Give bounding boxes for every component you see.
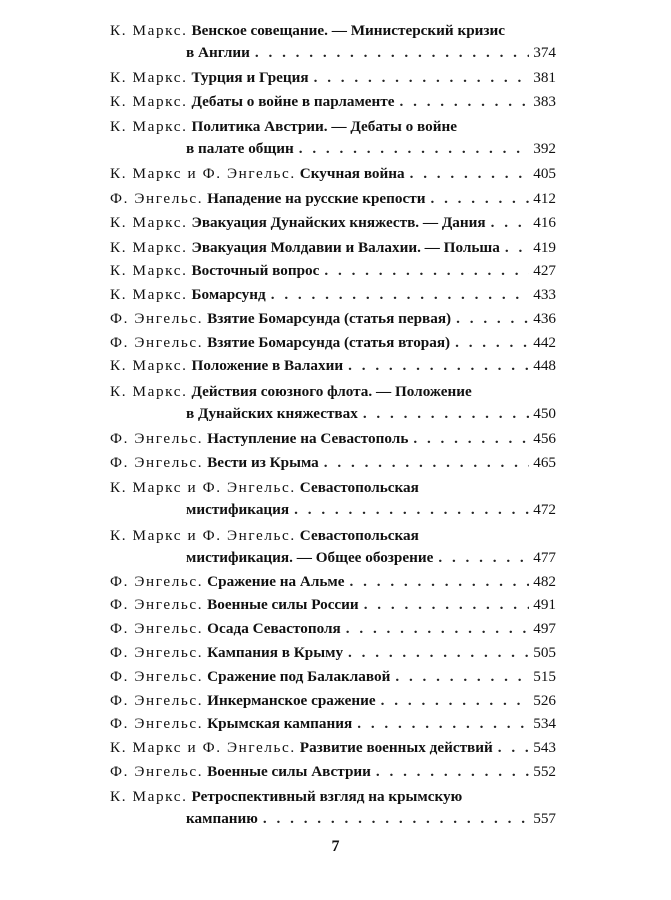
toc-entry-title: Ретроспективный взгляд на крымскую [191,788,463,805]
toc-entry-title: Кампания в Крыму [207,644,344,661]
dot-leader [357,713,529,735]
dot-leader [455,332,529,354]
toc-entry[interactable] [110,428,556,450]
toc-entry-author: Ф. Энгельс. [110,620,204,637]
dot-leader [395,666,529,688]
toc-entry-page: 552 [533,763,556,780]
toc-entry-page: 472 [533,501,556,518]
toc-entry-author: Ф. Энгельс. [110,454,204,471]
toc-entry-title: Политика Австрии. — Дебаты о войне [191,118,457,135]
toc-entry-page: 405 [533,165,556,182]
toc-entry-page: 491 [533,596,556,613]
dot-leader [363,403,529,425]
toc-entry-page: 374 [533,44,556,61]
toc-entry-title-continued: в Дунайских княжествах [186,405,358,422]
toc-entry[interactable] [110,332,556,354]
toc-entry-author: К. Маркс. [110,239,188,256]
toc-entry-author: К. Маркс. [110,357,188,374]
dot-leader [505,237,529,259]
toc-entry-author: Ф. Энгельс. [110,668,204,685]
toc-entry-title: Нападение на русские крепости [207,190,426,207]
toc-entry-author: К. Маркс. [110,69,188,86]
toc-entry[interactable] [110,737,556,759]
toc-entry[interactable] [110,594,556,616]
toc-entry-page: 442 [533,334,556,351]
dot-leader [348,642,529,664]
toc-entry-page: 515 [533,668,556,685]
toc-entry-title: Севастопольская [299,527,419,544]
toc-entry-page: 436 [533,310,556,327]
toc-entry[interactable] [110,284,556,306]
toc-entry-author: Ф. Энгельс. [110,573,204,590]
toc-entry-title: Инкерманское сражение [207,692,376,709]
toc-entry[interactable] [110,571,556,593]
toc-entry[interactable] [110,381,556,425]
toc-entry-title: Осада Севастополя [207,620,341,637]
dot-leader [348,355,529,377]
toc-entry-title: Восточный вопрос [191,262,320,279]
dot-leader [381,690,529,712]
toc-entry-author: К. Маркс. [110,286,188,303]
toc-entry-page: 526 [533,692,556,709]
toc-entry-author: К. Маркс и Ф. Энгельс. [110,165,296,182]
toc-entry[interactable] [110,91,556,113]
toc-entry[interactable] [110,642,556,664]
dot-leader [350,571,529,593]
toc-entry-title: Скучная война [299,165,405,182]
toc-entry[interactable] [110,477,556,521]
dot-leader [314,67,529,89]
toc-entry[interactable] [110,618,556,640]
toc-entry-title: Сражение под Балаклавой [207,668,391,685]
dot-leader [294,499,529,521]
toc-entry-author: Ф. Энгельс. [110,334,204,351]
toc-entry-page: 557 [533,810,556,827]
toc-entry-page: 427 [533,262,556,279]
toc-entry-title-continued: мистификация [186,501,290,518]
toc-entry[interactable] [110,666,556,688]
dot-leader [430,188,529,210]
toc-entry-title: Эвакуация Молдавии и Валахии. — Польша [191,239,500,256]
toc-entry-author: Ф. Энгельс. [110,430,204,447]
toc-entry[interactable] [110,452,556,474]
dot-leader [346,618,529,640]
toc-entry-title: Крымская кампания [207,715,353,732]
toc-entry[interactable] [110,116,556,160]
toc-entry[interactable] [110,67,556,89]
toc-entry-title: Наступление на Севастополь [207,430,409,447]
toc-entry-author: К. Маркс. [110,22,188,39]
toc-entry-title: Сражение на Альме [207,573,345,590]
toc-entry[interactable] [110,163,556,185]
toc-entry-page: 448 [533,357,556,374]
toc-entry-page: 482 [533,573,556,590]
toc-entry-page: 416 [533,214,556,231]
toc-entry-page: 477 [533,549,556,566]
dot-leader [299,138,529,160]
toc-entry-title: Эвакуация Дунайских княжеств. — Дания [191,214,486,231]
toc-entry-author: К. Маркс. [110,788,188,805]
toc-entry-page: 543 [533,739,556,756]
dot-leader [364,594,529,616]
toc-entry-page: 381 [533,69,556,86]
toc-entry-title: Развитие военных действий [299,739,493,756]
toc-entry-title: Турция и Греция [191,69,309,86]
toc-entry-page: 412 [533,190,556,207]
toc-entry-author: К. Маркс. [110,93,188,110]
dot-leader [491,212,529,234]
dot-leader [413,428,529,450]
toc-entry-author: Ф. Энгельс. [110,763,204,780]
toc-entry-title: Венское совещание. — Министерский кризис [191,22,506,39]
toc-entry-author: Ф. Энгельс. [110,190,204,207]
toc-entry-author: К. Маркс. [110,118,188,135]
toc-entry-title: Действия союзного флота. — Положение [191,383,472,400]
dot-leader [498,737,529,759]
toc-entry-title-continued: кампанию [186,810,258,827]
toc-entry-page: 456 [533,430,556,447]
toc-entry-page: 505 [533,644,556,661]
toc-entry-author: Ф. Энгельс. [110,596,204,613]
toc-entry-page: 465 [533,454,556,471]
toc-entry-author: Ф. Энгельс. [110,644,204,661]
toc-entry-author: К. Маркс. [110,383,188,400]
toc-entry[interactable] [110,355,556,377]
toc-entry[interactable] [110,308,556,330]
toc-entry-page: 534 [533,715,556,732]
toc-entry[interactable] [110,786,556,830]
toc-entry-page: 433 [533,286,556,303]
toc-entry-author: К. Маркс и Ф. Энгельс. [110,739,296,756]
toc-entry-author: Ф. Энгельс. [110,310,204,327]
toc-entry-author: К. Маркс и Ф. Энгельс. [110,479,296,496]
toc-entry-page: 383 [533,93,556,110]
toc-entry-page: 497 [533,620,556,637]
toc-entry-author: К. Маркс. [110,262,188,279]
dot-leader [456,308,529,330]
toc-entry[interactable] [110,212,556,234]
toc-entry-title: Положение в Валахии [191,357,344,374]
toc-entry-title: Дебаты о войне в парламенте [191,93,395,110]
dot-leader [271,284,529,306]
toc-entry-page: 419 [533,239,556,256]
toc-entry-title-continued: в палате общин [186,140,294,157]
toc-entry[interactable] [110,525,556,569]
toc-entry-title-continued: в Англии [186,44,250,61]
toc-entry-author: К. Маркс и Ф. Энгельс. [110,527,296,544]
dot-leader [410,163,529,185]
toc-entry-title: Взятие Бомарсунда (статья вторая) [207,334,451,351]
toc-entry-page: 392 [533,140,556,157]
toc-entry-title: Вести из Крыма [207,454,319,471]
toc-entry[interactable] [110,260,556,282]
toc-entry-author: Ф. Энгельс. [110,692,204,709]
dot-leader [438,547,529,569]
toc-entry[interactable] [110,713,556,735]
toc-entry-title: Военные силы России [207,596,359,613]
toc-entry[interactable] [110,690,556,712]
dot-leader [324,452,529,474]
page-number: 7 [331,838,340,855]
dot-leader [263,808,529,830]
toc-entry-title: Взятие Бомарсунда (статья первая) [207,310,452,327]
toc-entry-author: Ф. Энгельс. [110,715,204,732]
toc-entry-title: Севастопольская [299,479,419,496]
toc-entry[interactable] [110,188,556,210]
dot-leader [324,260,529,282]
toc-entry-author: К. Маркс. [110,214,188,231]
dot-leader [376,761,529,783]
toc-entry[interactable] [110,20,556,64]
dot-leader [255,42,529,64]
toc-entry-title-continued: мистификация. — Общее обозрение [186,549,434,566]
toc-entry-title: Бомарсунд [191,286,266,303]
toc-entry[interactable] [110,237,556,259]
toc-entry[interactable] [110,761,556,783]
toc-entry-page: 450 [533,405,556,422]
dot-leader [400,91,530,113]
toc-entry-title: Военные силы Австрии [207,763,371,780]
